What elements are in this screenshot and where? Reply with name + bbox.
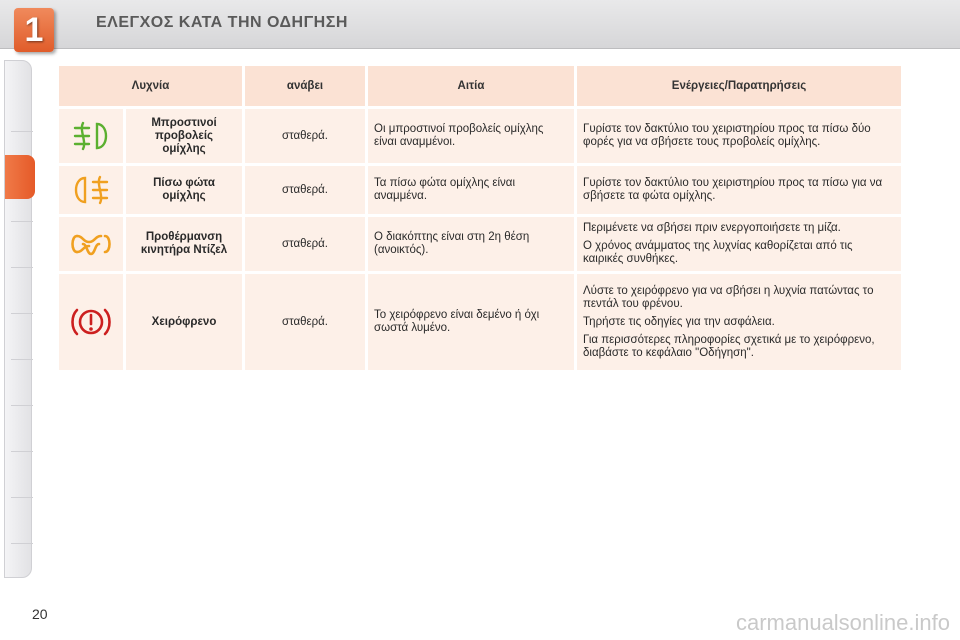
icon-cell <box>59 217 123 271</box>
column-header-lamp: Λυχνία <box>59 66 242 106</box>
column-header-state: ανάβει <box>245 66 365 106</box>
lamp-actions <box>577 109 901 163</box>
lamp-state: σταθερά. <box>245 109 365 163</box>
icon-cell <box>59 166 123 214</box>
lamp-cause: Τα πίσω φώτα ομίχλης είναι αναμμένα. <box>368 166 574 214</box>
lamp-state: σταθερά. <box>245 217 365 271</box>
page-title: ΕΛΕΓΧΟΣ ΚΑΤΑ ΤΗΝ ΟΔΗΓΗΣΗ <box>96 14 348 31</box>
side-divider <box>11 313 33 314</box>
side-divider <box>11 267 33 268</box>
icon-cell <box>59 109 123 163</box>
diesel-preheating-icon <box>69 228 113 260</box>
side-divider <box>11 221 33 222</box>
lamp-name: Μπροστινοί προβολείς ομίχλης <box>126 109 242 163</box>
watermark: carmanualsonline.info <box>735 610 950 635</box>
lamp-state: σταθερά. <box>245 274 365 370</box>
chapter-number: 1 <box>24 11 44 49</box>
page-number: 20 <box>32 606 48 622</box>
side-divider <box>11 405 33 406</box>
active-chapter-marker <box>5 155 35 199</box>
action-text: Τηρήστε τις οδηγίες για την ασφάλεια. <box>583 315 775 328</box>
lamp-cause: Ο διακόπτης είναι στη 2η θέση (ανοικτός). <box>368 217 574 271</box>
side-divider <box>11 497 33 498</box>
lamp-name: Χειρόφρενο <box>126 274 242 370</box>
column-header-cause: Αιτία <box>368 66 574 106</box>
lamp-actions <box>577 274 901 370</box>
chapter-side-strip <box>4 60 32 578</box>
lamp-name: Προθέρμανση κινητήρα Ντίζελ <box>126 217 242 271</box>
action-text: Για περισσότερες πληροφορίες σχετικά με το χειρόφρενο, διαβάστε το κεφάλαιο "Οδήγηση". <box>583 333 875 359</box>
lamp-cause: Το χειρόφρενο είναι δεμένο ή όχι σωστά λυμένο. <box>368 274 574 370</box>
side-divider <box>11 451 33 452</box>
lamp-name: Πίσω φώτα ομίχλης <box>126 166 242 214</box>
icon-cell <box>59 274 123 370</box>
action-text: Ο χρόνος ανάμματος της λυχνίας καθορίζεται από τις καιρικές συνθήκες. <box>583 240 853 265</box>
lamp-actions <box>577 217 901 271</box>
rear-fog-lamp-icon <box>69 174 113 206</box>
front-fog-lamp-icon <box>69 120 113 152</box>
action-text: Λύστε το χειρόφρενο για να σβήσει η λυχνία πατώντας το πεντάλ του φρένου. <box>583 284 874 310</box>
action-text: Περιμένετε να σβήσει πριν ενεργοποιήσετε τη μίζα. <box>583 222 841 234</box>
parking-brake-icon <box>69 304 113 340</box>
warning-lamps-table <box>56 63 904 373</box>
side-divider <box>11 131 33 132</box>
action-text: Γυρίστε τον δακτύλιο του χειριστηρίου προς τα πίσω δύο φορές για να σβήσετε τους προβολείς ομίχλης. <box>583 123 871 148</box>
side-divider <box>11 543 33 544</box>
lamp-state: σταθερά. <box>245 166 365 214</box>
table-row <box>59 109 901 163</box>
table-row <box>59 274 901 370</box>
column-header-actions: Ενέργειες/Παρατηρήσεις <box>577 66 901 106</box>
table-row <box>59 166 901 214</box>
table-row <box>59 217 901 271</box>
lamp-cause: Οι μπροστινοί προβολείς ομίχλης είναι αναμμένοι. <box>368 109 574 163</box>
lamp-actions <box>577 166 901 214</box>
side-divider <box>11 359 33 360</box>
action-text: Γυρίστε τον δακτύλιο του χειριστηρίου προς τα πίσω για να σβήσετε τα φώτα ομίχλης. <box>583 177 883 202</box>
table-header-row <box>59 66 901 106</box>
